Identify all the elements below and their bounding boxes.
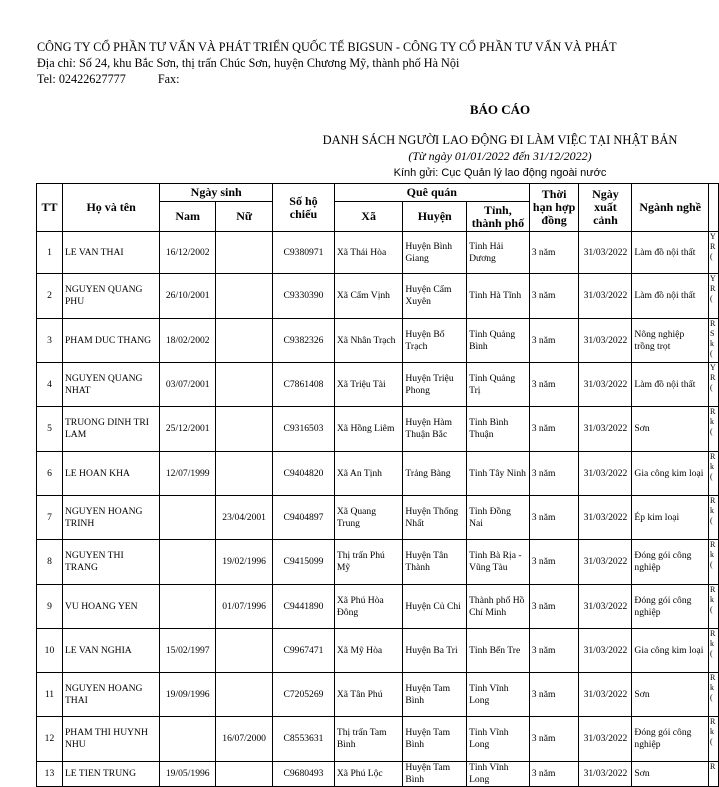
cell-dob-male: 15/02/1997	[160, 629, 216, 673]
cell-dob-male: 12/07/1999	[160, 452, 216, 496]
company-address: Địa chỉ: Số 24, khu Bắc Sơn, thị trấn Chúc Sơn, huyện Chương Mỹ, thành phố Hà Nội	[37, 56, 460, 70]
cell-duration: 3 năm	[529, 585, 579, 629]
cell-name: LE HOAN KHA	[62, 452, 159, 496]
cell-exit-date: 31/03/2022	[579, 496, 632, 540]
cell-tt: 6	[37, 452, 63, 496]
cell-overflow: Y R (	[708, 232, 718, 274]
cell-dob-male: 16/12/2002	[160, 232, 216, 274]
cell-name: NGUYEN QUANG NHAT	[62, 363, 159, 407]
cell-tt: 8	[37, 540, 63, 585]
cell-passport: C9680493	[273, 762, 335, 787]
report-title: BÁO CÁO	[469, 102, 531, 117]
cell-dob-female	[216, 363, 273, 407]
cell-district: Huyện Triệu Phong	[403, 363, 467, 407]
cell-tt: 2	[37, 274, 63, 319]
cell-commune: Xã Nhân Trạch	[334, 319, 403, 363]
cell-district: Huyện Bố Trạch	[403, 319, 467, 363]
cell-province: Tỉnh Vĩnh Long	[467, 762, 530, 787]
cell-passport: C9404897	[273, 496, 335, 540]
cell-exit-date: 31/03/2022	[579, 274, 632, 319]
cell-tt: 3	[37, 319, 63, 363]
cell-district: Huyện Tam Bình	[403, 717, 467, 762]
table-row	[37, 452, 719, 496]
cell-occupation: Sơn	[632, 762, 709, 787]
cell-province: Tỉnh Quảng Bình	[467, 319, 530, 363]
table-row	[37, 762, 719, 787]
cell-passport: C9967471	[273, 629, 335, 673]
cell-commune: Xã Cẩm Vịnh	[334, 274, 403, 319]
fax-number: Fax:	[157, 72, 180, 86]
cell-dob-female	[216, 673, 273, 717]
cell-dob-male	[160, 496, 216, 540]
table-body	[37, 232, 719, 787]
cell-name: LE VAN NGHIA	[62, 629, 159, 673]
cell-exit-date: 31/03/2022	[579, 363, 632, 407]
worker-table	[36, 183, 719, 787]
cell-occupation: Gia công kim loại	[632, 629, 709, 673]
cell-tt: 9	[37, 585, 63, 629]
cell-passport: C9415099	[273, 540, 335, 585]
cell-dob-female: 16/07/2000	[216, 717, 273, 762]
cell-duration: 3 năm	[529, 452, 579, 496]
cell-district: Huyện Tân Thành	[403, 540, 467, 585]
cell-passport: C7861408	[273, 363, 335, 407]
cell-district: Huyện Tam Bình	[403, 673, 467, 717]
col-header-female: Nữ	[216, 202, 273, 232]
col-header-occupation: Ngành nghề	[632, 184, 709, 232]
col-header-passport: Số hộ chiếu	[273, 184, 335, 232]
cell-passport: C9441890	[273, 585, 335, 629]
cell-province: Tỉnh Quảng Trị	[467, 363, 530, 407]
company-name: CÔNG TY CỔ PHẦN TƯ VẤN VÀ PHÁT TRIỂN QUỐC TẾ BIGSUN - CÔNG TY CỔ PHẦN TƯ VẤN VÀ PHÁT	[37, 40, 617, 54]
cell-occupation: Ép kim loại	[632, 496, 709, 540]
cell-occupation: Sơn	[632, 673, 709, 717]
col-header-dob: Ngày sinh	[160, 184, 273, 202]
cell-tt: 4	[37, 363, 63, 407]
cell-duration: 3 năm	[529, 232, 579, 274]
cell-exit-date: 31/03/2022	[579, 629, 632, 673]
cell-overflow: R k (	[708, 496, 718, 540]
cell-dob-female: 01/07/1996	[216, 585, 273, 629]
table-row	[37, 319, 719, 363]
cell-province: Tỉnh Bà Rịa - Vũng Tàu	[467, 540, 530, 585]
cell-province: Tỉnh Hải Dương	[467, 232, 530, 274]
table-row	[37, 363, 719, 407]
cell-name: LE VAN THAI	[62, 232, 159, 274]
col-header-name: Họ và tên	[62, 184, 159, 232]
report-period: (Từ ngày 01/01/2022 đến 31/12/2022)	[408, 149, 592, 163]
cell-passport: C9382326	[273, 319, 335, 363]
cell-name: NGUYEN HOANG THAI	[62, 673, 159, 717]
cell-province: Tỉnh Bình Thuận	[467, 407, 530, 452]
col-header-exit-date: Ngày xuất cảnh	[579, 184, 632, 232]
table-row	[37, 540, 719, 585]
table-row	[37, 673, 719, 717]
cell-occupation: Làm đồ nội thất	[632, 363, 709, 407]
cell-overflow: R k (	[708, 673, 718, 717]
cell-dob-male: 03/07/2001	[160, 363, 216, 407]
cell-overflow: R S k (	[708, 319, 718, 363]
cell-passport: C8553631	[273, 717, 335, 762]
cell-exit-date: 31/03/2022	[579, 232, 632, 274]
cell-commune: Xã Phú Hòa Đông	[334, 585, 403, 629]
cell-province: Tỉnh Vĩnh Long	[467, 673, 530, 717]
cell-dob-male	[160, 585, 216, 629]
cell-overflow: Y R (	[708, 274, 718, 319]
cell-name: PHAM DUC THANG	[62, 319, 159, 363]
table-row	[37, 407, 719, 452]
col-header-tt: TT	[37, 184, 63, 232]
col-header-hometown: Quê quán	[334, 184, 529, 202]
table-row	[37, 232, 719, 274]
cell-district: Huyện Bình Giang	[403, 232, 467, 274]
cell-district: Huyện Củ Chi	[403, 585, 467, 629]
cell-duration: 3 năm	[529, 407, 579, 452]
cell-province: Tỉnh Vĩnh Long	[467, 717, 530, 762]
table-row	[37, 274, 719, 319]
cell-duration: 3 năm	[529, 319, 579, 363]
cell-province: Tỉnh Hà Tĩnh	[467, 274, 530, 319]
cell-commune: Xã Mỹ Hòa	[334, 629, 403, 673]
cell-district: Huyện Thống Nhất	[403, 496, 467, 540]
cell-overflow: R k (	[708, 629, 718, 673]
cell-overflow: R k (	[708, 452, 718, 496]
col-header-commune: Xã	[334, 202, 403, 232]
cell-duration: 3 năm	[529, 717, 579, 762]
table-row	[37, 717, 719, 762]
cell-duration: 3 năm	[529, 629, 579, 673]
cell-district: Huyện Ba Tri	[403, 629, 467, 673]
cell-overflow: Y R (	[708, 363, 718, 407]
cell-commune: Xã Thái Hòa	[334, 232, 403, 274]
cell-dob-male: 26/10/2001	[160, 274, 216, 319]
report-recipient: Kính gửi: Cục Quản lý lao động ngoài nước	[393, 167, 607, 179]
cell-tt: 5	[37, 407, 63, 452]
col-header-district: Huyện	[403, 202, 467, 232]
cell-passport: C9316503	[273, 407, 335, 452]
cell-overflow: R k (	[708, 407, 718, 452]
cell-occupation: Gia công kim loại	[632, 452, 709, 496]
cell-dob-male: 19/09/1996	[160, 673, 216, 717]
cell-name: TRUONG DINH TRI LAM	[62, 407, 159, 452]
cell-occupation: Đóng gói công nghiệp	[632, 585, 709, 629]
cell-commune: Xã Phú Lộc	[334, 762, 403, 787]
cell-tt: 12	[37, 717, 63, 762]
cell-dob-male: 25/12/2001	[160, 407, 216, 452]
cell-province: Tỉnh Đồng Nai	[467, 496, 530, 540]
cell-overflow: R k (	[708, 585, 718, 629]
cell-district: Huyện Tam Bình	[403, 762, 467, 787]
cell-district: Trảng Bàng	[403, 452, 467, 496]
cell-dob-male	[160, 540, 216, 585]
report-subtitle: DANH SÁCH NGƯỜI LAO ĐỘNG ĐI LÀM VIỆC TẠI NHẬT BẢN	[322, 133, 678, 147]
cell-dob-female	[216, 452, 273, 496]
cell-passport: C7205269	[273, 673, 335, 717]
cell-occupation: Đóng gói công nghiệp	[632, 540, 709, 585]
cell-tt: 13	[37, 762, 63, 787]
cell-dob-female	[216, 407, 273, 452]
cell-name: NGUYEN QUANG PHU	[62, 274, 159, 319]
cell-overflow: R	[708, 762, 718, 787]
cell-exit-date: 31/03/2022	[579, 319, 632, 363]
company-contact	[37, 72, 180, 87]
cell-duration: 3 năm	[529, 274, 579, 319]
cell-tt: 11	[37, 673, 63, 717]
cell-occupation: Làm đồ nội thất	[632, 274, 709, 319]
cell-commune: Xã Tân Phú	[334, 673, 403, 717]
table-row	[37, 585, 719, 629]
cell-commune: Xã An Tịnh	[334, 452, 403, 496]
cell-overflow: R k (	[708, 540, 718, 585]
cell-dob-female: 23/04/2001	[216, 496, 273, 540]
cell-tt: 10	[37, 629, 63, 673]
cell-duration: 3 năm	[529, 762, 579, 787]
cell-commune: Xã Triệu Tài	[334, 363, 403, 407]
cell-occupation: Làm đồ nội thất	[632, 232, 709, 274]
col-header-duration: Thời hạn hợp đồng	[529, 184, 579, 232]
cell-dob-male: 19/05/1996	[160, 762, 216, 787]
cell-tt: 7	[37, 496, 63, 540]
table-row	[37, 496, 719, 540]
cell-exit-date: 31/03/2022	[579, 673, 632, 717]
cell-dob-female: 19/02/1996	[216, 540, 273, 585]
col-header-male: Nam	[160, 202, 216, 232]
cell-duration: 3 năm	[529, 540, 579, 585]
cell-dob-female	[216, 232, 273, 274]
cell-name: NGUYEN HOANG TRINH	[62, 496, 159, 540]
cell-name: PHAM THI HUYNH NHU	[62, 717, 159, 762]
cell-province: Tỉnh Tây Ninh	[467, 452, 530, 496]
cell-province: Tỉnh Bến Tre	[467, 629, 530, 673]
cell-dob-male: 18/02/2002	[160, 319, 216, 363]
cell-passport: C9380971	[273, 232, 335, 274]
col-header-overflow	[708, 184, 718, 232]
cell-dob-female	[216, 762, 273, 787]
cell-exit-date: 31/03/2022	[579, 717, 632, 762]
cell-commune: Xã Hồng Liêm	[334, 407, 403, 452]
cell-dob-female	[216, 319, 273, 363]
cell-duration: 3 năm	[529, 496, 579, 540]
cell-commune: Xã Quang Trung	[334, 496, 403, 540]
cell-exit-date: 31/03/2022	[579, 452, 632, 496]
cell-exit-date: 31/03/2022	[579, 540, 632, 585]
cell-tt: 1	[37, 232, 63, 274]
cell-district: Huyện Cẩm Xuyên	[403, 274, 467, 319]
cell-passport: C9330390	[273, 274, 335, 319]
cell-dob-male	[160, 717, 216, 762]
cell-commune: Thị trấn Phú Mỹ	[334, 540, 403, 585]
cell-dob-female	[216, 629, 273, 673]
cell-name: LE TIEN TRUNG	[62, 762, 159, 787]
cell-district: Huyện Hàm Thuận Bắc	[403, 407, 467, 452]
cell-occupation: Sơn	[632, 407, 709, 452]
cell-overflow: R k (	[708, 717, 718, 762]
cell-dob-female	[216, 274, 273, 319]
cell-province: Thành phố Hồ Chí Minh	[467, 585, 530, 629]
cell-occupation: Nông nghiệp trồng trọt	[632, 319, 709, 363]
cell-exit-date: 31/03/2022	[579, 585, 632, 629]
cell-occupation: Đóng gói công nghiệp	[632, 717, 709, 762]
col-header-province: Tỉnh, thành phố	[467, 202, 530, 232]
cell-name: VU HOANG YEN	[62, 585, 159, 629]
cell-exit-date: 31/03/2022	[579, 762, 632, 787]
cell-commune: Thị trấn Tam Bình	[334, 717, 403, 762]
phone-number: Tel: 02422627777	[37, 72, 126, 86]
cell-passport: C9404820	[273, 452, 335, 496]
table-row	[37, 629, 719, 673]
cell-duration: 3 năm	[529, 363, 579, 407]
cell-exit-date: 31/03/2022	[579, 407, 632, 452]
cell-duration: 3 năm	[529, 673, 579, 717]
cell-name: NGUYEN THI TRANG	[62, 540, 159, 585]
